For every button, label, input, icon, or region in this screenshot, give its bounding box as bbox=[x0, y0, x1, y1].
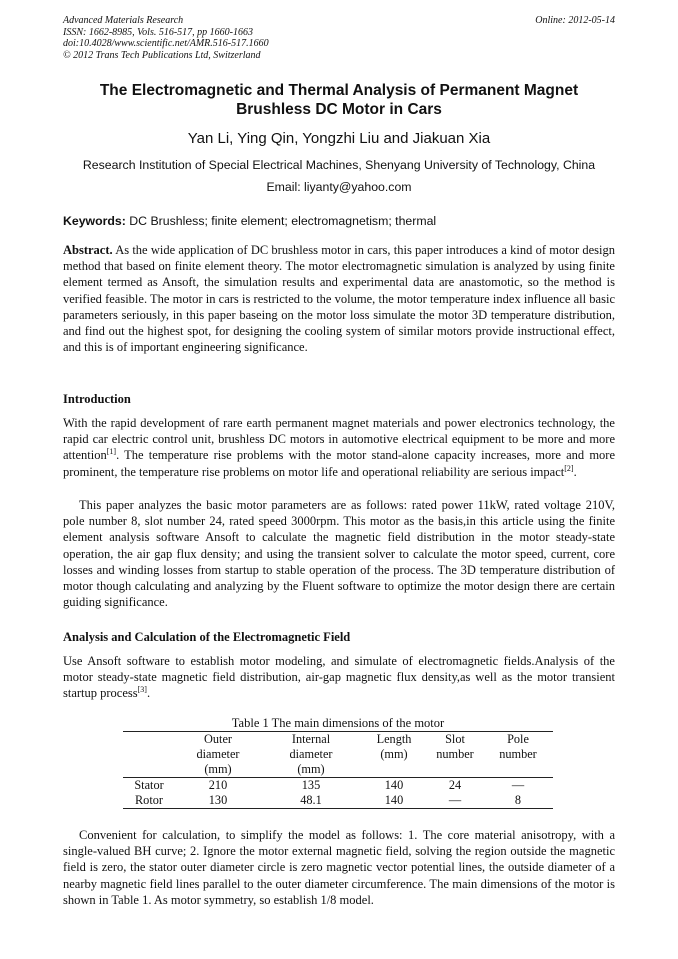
header-cell: (mm) bbox=[204, 762, 232, 776]
abstract-label: Abstract. bbox=[63, 243, 113, 257]
online-date: Online: 2012-05-14 bbox=[535, 15, 615, 26]
analysis-heading: Analysis and Calculation of the Electromagnetic Field bbox=[63, 630, 351, 644]
citation-2[interactable]: [2] bbox=[564, 463, 574, 473]
header-cell: (mm) bbox=[297, 762, 325, 776]
analysis-p1-text-b: . bbox=[146, 686, 151, 701]
keywords bbox=[63, 214, 623, 228]
citation-3[interactable]: [3] bbox=[137, 685, 147, 695]
title-line-2: Brushless DC Motor in Cars bbox=[236, 101, 442, 118]
journal-doi: doi:10.4028/www.scientific.net/AMR.516-517.1660 bbox=[63, 38, 269, 49]
keywords-label: Keywords: bbox=[63, 214, 126, 228]
header-cell: diameter bbox=[289, 747, 333, 761]
email: Email: liyanty@yahoo.com bbox=[266, 180, 412, 194]
header-cell bbox=[427, 762, 483, 778]
header-cell: Pole bbox=[507, 732, 529, 746]
table-caption: Table 1 The main dimensions of the motor bbox=[231, 716, 445, 730]
citation-1[interactable]: [1] bbox=[106, 447, 117, 457]
header-cell: number bbox=[436, 747, 474, 761]
header-cell bbox=[123, 762, 175, 778]
table-cell: 130 bbox=[175, 793, 261, 809]
journal-copyright: © 2012 Trans Tech Publications Ltd, Switzerland bbox=[63, 49, 261, 61]
header-cell: Outer bbox=[204, 732, 232, 746]
table-cell: 210 bbox=[175, 778, 261, 794]
table-cell: 140 bbox=[361, 793, 427, 809]
table-cell: 8 bbox=[483, 793, 553, 809]
header-cell: Slot bbox=[445, 732, 465, 746]
dimensions-table bbox=[123, 731, 553, 809]
header-cell bbox=[483, 762, 553, 778]
intro-p1-text-c: . bbox=[573, 464, 577, 479]
header-cell: (mm) bbox=[380, 747, 408, 761]
introduction-heading: Introduction bbox=[63, 392, 131, 406]
header-cell: Length bbox=[376, 732, 412, 746]
journal-header bbox=[63, 15, 615, 61]
table-header-row-2 bbox=[123, 747, 553, 762]
header-cell bbox=[361, 762, 427, 778]
abstract-text: As the wide application of DC brushless motor in cars, this paper introduces a kind of motor design method that based on finite element theory. The motor electromagnetic simulation is analyzed by using finite element termed as Ansoft, the simulation results and experimental data are anastomotic, so the method is verified feasible. The motor in cars is restricted to the volume, the motor temperature index influence all basic parameters seriously, in this paper baseing on the motor loss simulate the motor 3D temperature distribution, and find out the highest spot, for designing the cooling system of similar motors provide instructional effect, and this is of important engineering significance. bbox=[63, 243, 616, 355]
abstract bbox=[63, 242, 615, 355]
table-row-stator bbox=[123, 778, 553, 794]
table-cell: — bbox=[483, 778, 553, 794]
analysis-paragraph-2: Convenient for calculation, to simplify the model as follows: 1. The core material anisotropy, with a single-valued BH curve; 2. Ignore the motor external magnetic field, solving the region outside the magnetic field is zero, the stator outer diameter circle is zero magnetic vector potential lines, the outside diameter of a nearby magnetic field lines parallel to the outer diameter circumference. The main dimensions of the motor is shown in Table 1. As motor symmetry, so establish 1/8 model. bbox=[63, 828, 615, 907]
introduction-paragraph-2: This paper analyzes the basic motor parameters are as follows: rated power 11kW, rated voltage 210V, pole number 8, slot number 24, rated speed 3000rpm. This motor as the basis,in this article using the finite element analysis software Ansoft to calculate the magnetic field distribution in the motor steady-state operation, the air gap flux density; and using the transient solver to calculate the motor speed, current, core losses and winding losses from startup to stable operation of the process. The 3D temperature distribution of motor though calculating and analyzing by the Fluent software to optimize the motor design there are certain guiding significance. bbox=[63, 498, 615, 610]
table-cell: 140 bbox=[361, 778, 427, 794]
header-cell bbox=[123, 747, 175, 762]
title-line-1: The Electromagnetic and Thermal Analysis of Permanent Magnet bbox=[99, 82, 579, 99]
analysis-paragraph-1 bbox=[63, 653, 615, 702]
introduction-paragraph-1 bbox=[63, 415, 615, 480]
header-cell: diameter bbox=[196, 747, 240, 761]
table-header-row-1 bbox=[123, 732, 553, 748]
intro-p1-text-a: With the rapid development of rare earth permanent magnet materials and power electronics technology, the rapid car electric control unit, brushless DC motors in automotive electrical equipment to be more and more attention bbox=[63, 416, 615, 463]
table-cell: Rotor bbox=[123, 793, 175, 809]
journal-name: Advanced Materials Research bbox=[63, 15, 184, 26]
intro-p1-text-b: . The temperature rise problems with the motor stand-alone capacity increases, more and more prominent, the temperature rise problems on motor life and operational reliability are serious impact bbox=[63, 448, 615, 479]
table-cell: 24 bbox=[427, 778, 483, 794]
authors: Yan Li, Ying Qin, Yongzhi Liu and Jiakuan Xia bbox=[187, 130, 491, 147]
journal-issn: ISSN: 1662-8985, Vols. 516-517, pp 1660-1663 bbox=[63, 26, 253, 38]
analysis-p1-text-a: Use Ansoft software to establish motor modeling, and simulate of electromagnetic fields.Analysis of the motor steady-state magnetic field distribution, air-gap magnetic flux density,as well as the motor transient startup process bbox=[63, 654, 615, 701]
affiliation: Research Institution of Special Electrical Machines, Shenyang University of Technology, China bbox=[82, 158, 596, 172]
table-header-row-3 bbox=[123, 762, 553, 778]
table-cell: 135 bbox=[261, 778, 361, 794]
table-cell: Stator bbox=[123, 778, 175, 794]
header-cell: Internal bbox=[291, 732, 331, 746]
table-1 bbox=[123, 716, 553, 809]
paper-title bbox=[63, 81, 615, 119]
table-cell: 48.1 bbox=[261, 793, 361, 809]
keywords-text: DC Brushless; finite element; electromagnetism; thermal bbox=[129, 214, 437, 228]
table-row-rotor bbox=[123, 793, 553, 809]
header-cell bbox=[123, 732, 175, 748]
table-cell: — bbox=[427, 793, 483, 809]
header-cell: number bbox=[499, 747, 537, 761]
